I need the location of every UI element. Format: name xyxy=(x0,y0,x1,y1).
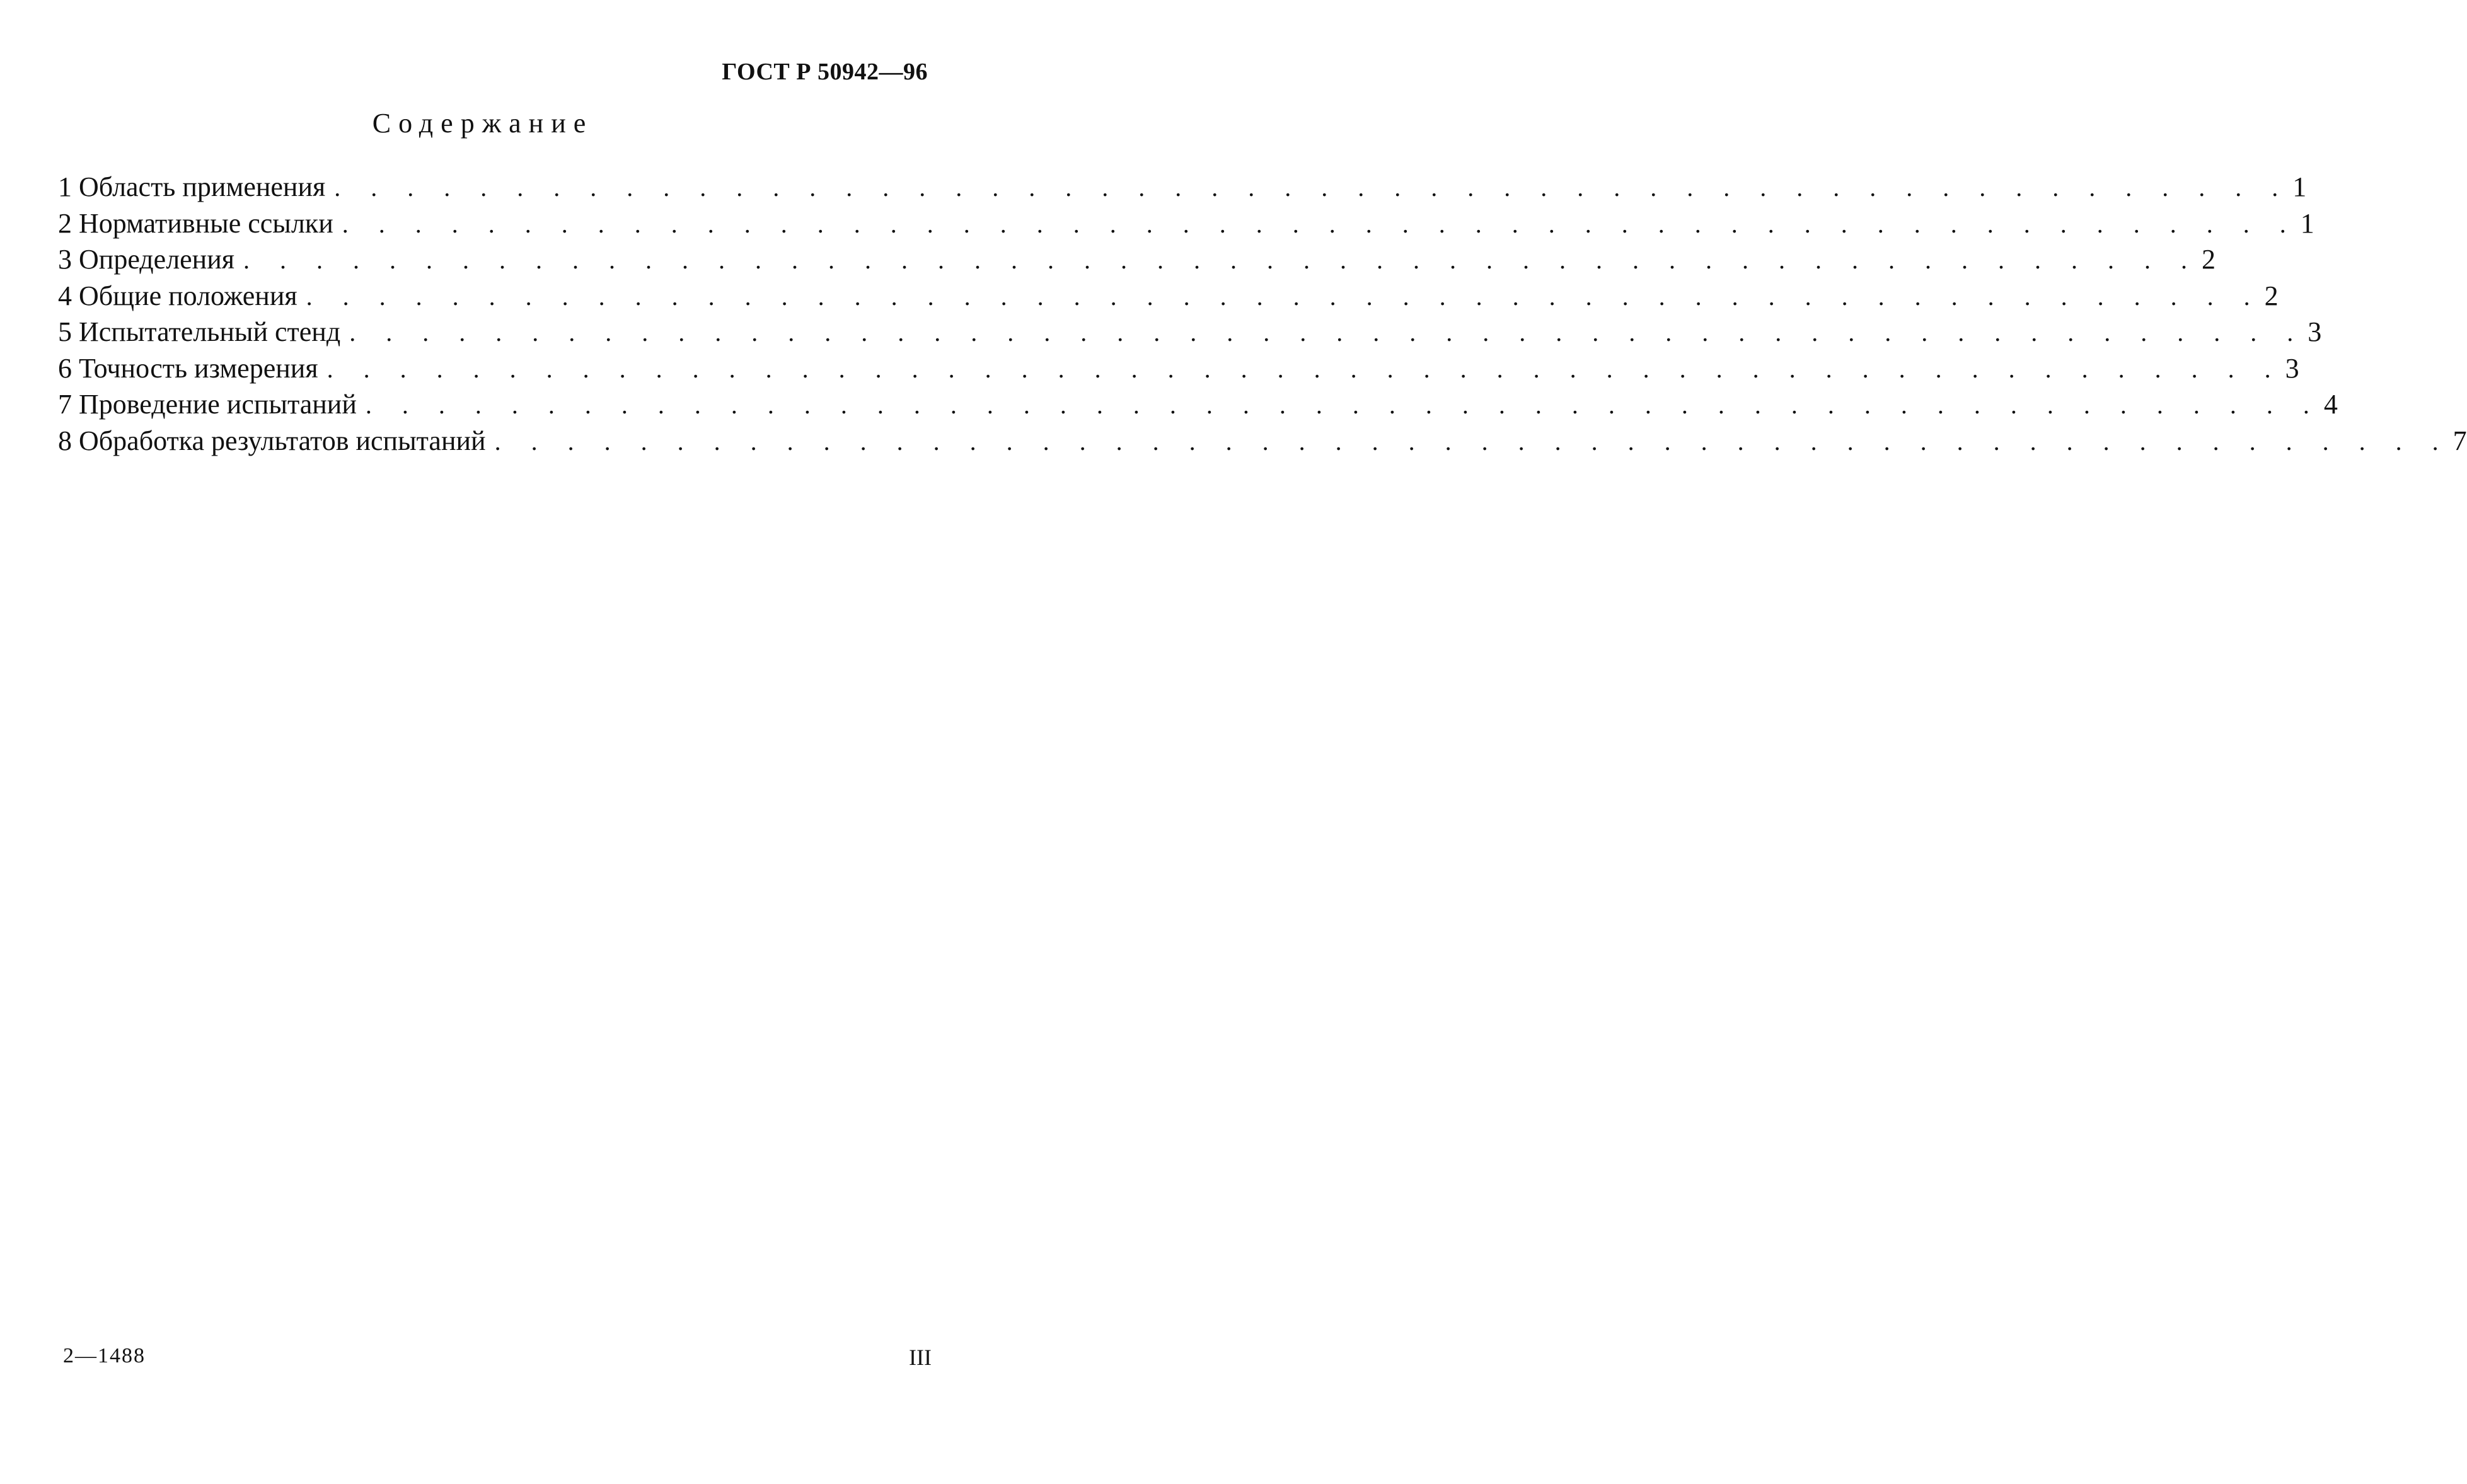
toc-title: Содержание xyxy=(372,108,594,139)
toc-item[interactable] xyxy=(58,314,2322,350)
toc-item-page: 7 xyxy=(2453,425,2467,456)
toc-item-label: 4 Общие положения xyxy=(58,280,298,311)
toc-item-label: 3 Определения xyxy=(58,244,235,275)
toc-item-page: 3 xyxy=(2308,316,2322,347)
toc-leader-dots: . . . . . . . . . . . . . . . . . . . . . . . . . . . . . . . . . . . . . . . . . . . . . . . . . . . . . . xyxy=(334,173,2291,202)
toc-leader-dots: . . . . . . . . . . . . . . . . . . . . . . . . . . . . . . . . . . . . . . . . . . . . . . . . . . . . . . xyxy=(365,391,2321,419)
toc-item[interactable] xyxy=(58,386,2338,423)
toc-item-page: 4 xyxy=(2323,389,2338,420)
footer-print-code: 2—1488 xyxy=(63,1344,146,1367)
toc-item[interactable] xyxy=(58,423,2467,459)
toc-item-page: 2 xyxy=(2202,244,2216,275)
toc-item-label: 5 Испытательный стенд xyxy=(58,316,341,347)
table-of-contents xyxy=(58,169,2467,459)
document-code: ГОСТ Р 50942—96 xyxy=(722,59,928,85)
toc-leader-dots: . . . . . . . . . . . . . . . . . . . . . . . . . . . . . . . . . . . . . . . . . . . . . . . . . . . . . . xyxy=(342,209,2298,238)
toc-item-label: 8 Обработка результатов испытаний xyxy=(58,425,486,456)
toc-leader-dots: . . . . . . . . . . . . . . . . . . . . . . . . . . . . . . . . . . . . . . . . . . . . . . . . . . . . . . xyxy=(306,282,2262,311)
toc-leader-dots: . . . . . . . . . . . . . . . . . . . . . . . . . . . . . . . . . . . . . . . . . . . . . . . . . . . . . . xyxy=(494,427,2451,456)
toc-item[interactable] xyxy=(58,241,2216,278)
toc-item-page: 3 xyxy=(2285,352,2299,384)
toc-item-label: 7 Проведение испытаний xyxy=(58,389,357,420)
toc-item-label: 6 Точность измерения xyxy=(58,352,318,384)
toc-leader-dots: . . . . . . . . . . . . . . . . . . . . . . . . . . . . . . . . . . . . . . . . . . . . . . . . . . . . . . xyxy=(349,318,2306,347)
toc-item[interactable] xyxy=(58,169,2307,205)
toc-item-page: 1 xyxy=(2300,207,2314,239)
toc-leader-dots: . . . . . . . . . . . . . . . . . . . . . . . . . . . . . . . . . . . . . . . . . . . . . . . . . . . . . . xyxy=(243,246,2200,274)
toc-item[interactable] xyxy=(58,278,2279,314)
toc-item[interactable] xyxy=(58,205,2314,242)
toc-item[interactable] xyxy=(58,350,2299,387)
toc-item-label: 1 Область применения xyxy=(58,171,326,202)
toc-item-label: 2 Нормативные ссылки xyxy=(58,207,333,239)
toc-item-page: 2 xyxy=(2264,280,2279,311)
toc-item-page: 1 xyxy=(2292,171,2307,202)
toc-leader-dots: . . . . . . . . . . . . . . . . . . . . . . . . . . . . . . . . . . . . . . . . . . . . . . . . . . . . . . xyxy=(326,354,2283,383)
footer-page-number: III xyxy=(909,1345,932,1370)
